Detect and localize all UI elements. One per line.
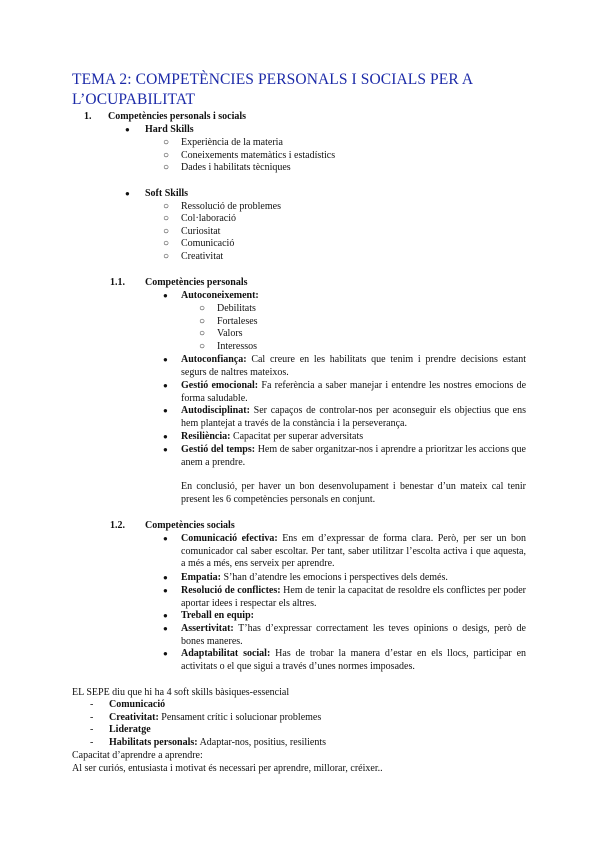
circle-bullet-icon: ○: [163, 150, 170, 161]
autoconfianca-item: Autoconfiança: Cal creure en les habilitats que tenim i prendre decisions estant segurs de naltres mateixos.: [181, 354, 527, 378]
circle-bullet-icon: ○: [163, 201, 170, 212]
bullet-icon: ●: [125, 125, 130, 134]
section-1-1-number: 1.1.: [110, 277, 125, 288]
circle-bullet-icon: ○: [163, 162, 170, 173]
circle-bullet-icon: ○: [199, 303, 206, 314]
list-item: Valors: [217, 328, 243, 339]
list-item: Col·laboració: [181, 213, 236, 224]
bullet-icon: ●: [163, 355, 168, 364]
circle-bullet-icon: ○: [199, 341, 206, 352]
bullet-icon: ●: [125, 189, 130, 198]
soft-skills-label: Soft Skills: [145, 188, 189, 199]
list-item: Curiositat: [181, 226, 221, 237]
dash-icon: -: [90, 724, 94, 735]
circle-bullet-icon: ○: [199, 328, 206, 339]
final-line: Al ser curiós, entusiasta i motivat és necessari per aprendre, millorar, créixer..: [72, 763, 383, 774]
circle-bullet-icon: ○: [163, 238, 170, 249]
dash-icon: -: [90, 699, 94, 710]
section-1-2-number: 1.2.: [110, 520, 125, 531]
circle-bullet-icon: ○: [199, 316, 206, 327]
resiliencia-item: Resiliència: Capacitat per superar adversitats: [181, 431, 364, 442]
gestio-temps-item: Gestió del temps: Hem de saber organitzar-nos i aprendre a prioritzar les accions que anem a prendre.: [181, 444, 527, 468]
bullet-icon: ●: [163, 406, 168, 415]
bullet-icon: ●: [163, 381, 168, 390]
bullet-icon: ●: [163, 432, 168, 441]
bullet-icon: ●: [163, 291, 168, 300]
list-item: Coneixements matemàtics i estadístics: [181, 150, 336, 161]
sepe-intro: EL SEPE diu que hi ha 4 soft skills bàsiques-essencial: [72, 687, 290, 698]
autodisciplinat-item: Autodisciplinat: Ser capaços de controlar-nos per aconseguir els objectius que ens hem plantejat a través de la constància i la perseverança.: [181, 405, 526, 429]
title-line-1: TEMA 2: COMPETÈNCIES PERSONALS I SOCIALS PER A: [72, 71, 474, 88]
bullet-icon: ●: [163, 611, 168, 620]
list-item: Ressolució de problemes: [181, 201, 281, 212]
section-1-1-heading: Competències personals: [145, 277, 248, 288]
empatia-item: Empatia: S’han d’atendre les emocions i perspectives dels demés.: [181, 572, 448, 583]
resolucio-conflictes-item: Resolució de conflictes: Hem de tenir la capacitat de resoldre els conflictes per poder aportar idees i respectar els altres.: [181, 585, 526, 609]
sepe-item: Lideratge: [109, 724, 151, 735]
list-item: Dades i habilitats tècniques: [181, 162, 291, 173]
list-item: Interessos: [217, 341, 257, 352]
hard-skills-label: Hard Skills: [145, 124, 194, 135]
title-line-2: L’OCUPABILITAT: [72, 91, 196, 108]
adaptabilitat-item: Adaptabilitat social: Has de trobar la manera d’estar en els llocs, participar en activitats o el que sigui a través d’unes normes imposades.: [181, 648, 527, 672]
page-title: [72, 70, 473, 110]
circle-bullet-icon: ○: [163, 226, 170, 237]
assertivitat-item: Assertivitat: T’has d’expressar correctament les teves opinions o desigs, però de bones maneres.: [181, 623, 526, 647]
circle-bullet-icon: ○: [163, 251, 170, 262]
gestio-emocional-item: Gestió emocional: Fa referència a saber manejar i entendre les nostres emocions de forma saludable.: [181, 380, 527, 404]
circle-bullet-icon: ○: [163, 213, 170, 224]
dash-icon: -: [90, 712, 94, 723]
bullet-icon: ●: [163, 624, 168, 633]
bullet-icon: ●: [163, 649, 168, 658]
sepe-item: Habilitats personals: Adaptar-nos, positius, resilients: [109, 737, 327, 748]
list-item: Comunicació: [181, 238, 235, 249]
circle-bullet-icon: ○: [163, 137, 170, 148]
section-1-2-heading: Competències socials: [145, 520, 235, 531]
bullet-icon: ●: [163, 573, 168, 582]
list-item: Debilitats: [217, 303, 256, 314]
list-item: Experiència de la materia: [181, 137, 283, 148]
sepe-item: Comunicació: [109, 699, 166, 710]
comunicacio-efectiva-item: Comunicació efectiva: Ens em d’expressar de forma clara. Però, per ser un bon comunicador cal saber escoltar. Per tant, saber utilitzar l’escolta activa i que aquesta, a més a més, ens serveix per aprendre.: [181, 533, 526, 569]
autoconeixement-label: Autoconeixement:: [181, 290, 259, 301]
bullet-icon: ●: [163, 534, 168, 543]
section-1-heading: Competències personals i socials: [108, 111, 247, 122]
bullet-icon: ●: [163, 586, 168, 595]
bullet-icon: ●: [163, 445, 168, 454]
section-1-number: 1.: [84, 111, 92, 122]
sepe-item: Creativitat: Pensament crític i solucionar problemes: [109, 712, 322, 723]
list-item: Creativitat: [181, 251, 224, 262]
list-item: Fortaleses: [217, 316, 258, 327]
capacitat-line: Capacitat d’aprendre a aprendre:: [72, 750, 203, 761]
conclusion-paragraph: En conclusió, per haver un bon desenvolupament i benestar d’un mateix cal tenir present les 6 competències personals en conjunt.: [181, 481, 526, 505]
treball-equip-item: Treball en equip:: [181, 610, 254, 621]
dash-icon: -: [90, 737, 94, 748]
